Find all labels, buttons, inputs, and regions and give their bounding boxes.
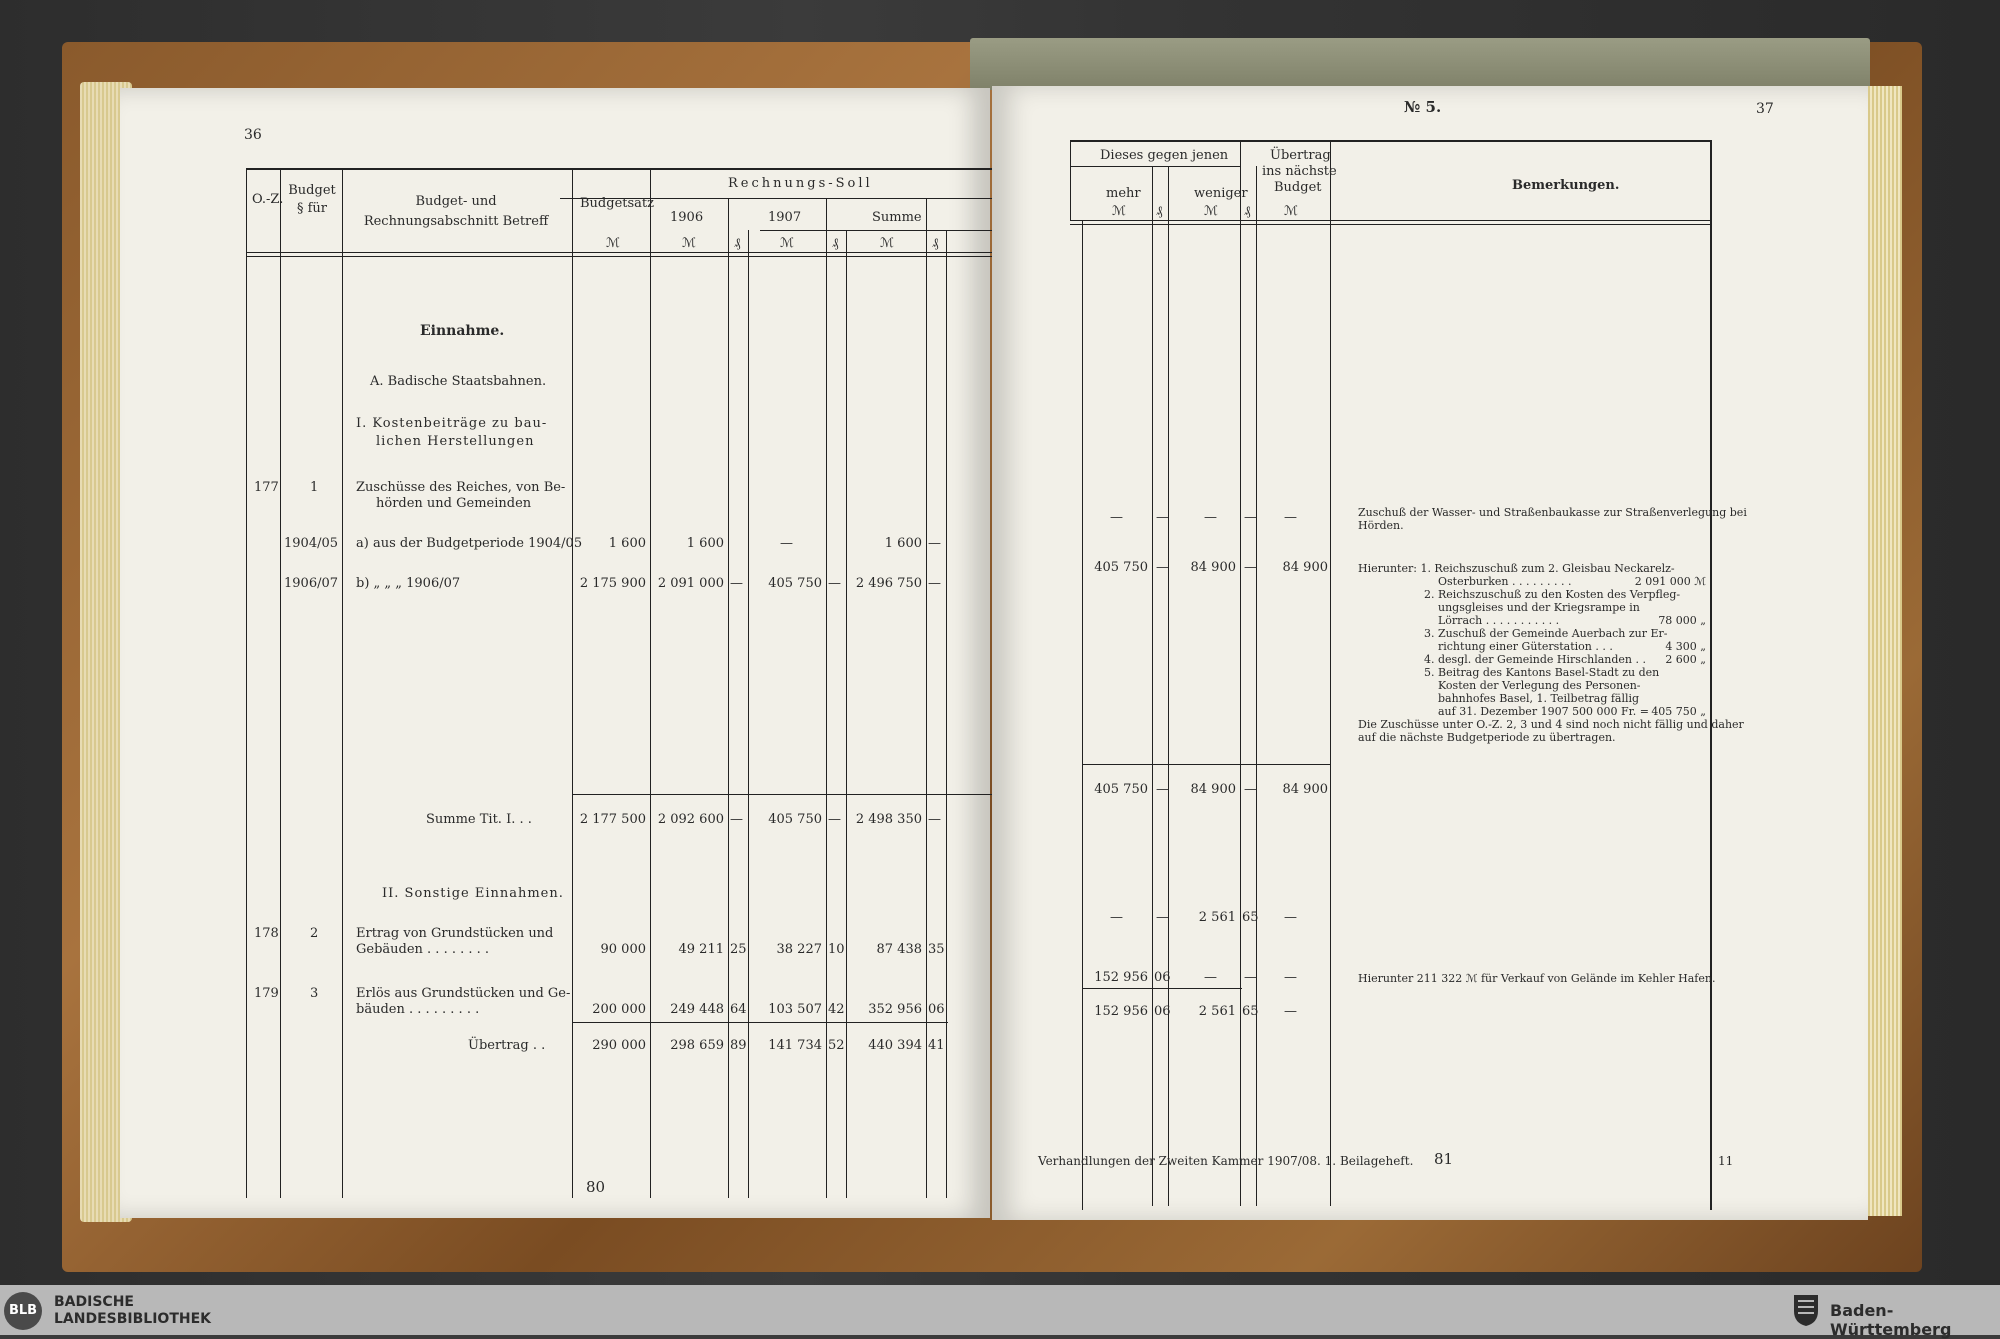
sum-dash2: —	[828, 812, 841, 827]
r179-weniger-pf: —	[1244, 970, 1257, 985]
r1-remark-1: Zuschuß der Wasser- und Straßenbaukasse zur Straßenverlegung bei	[1358, 506, 1747, 519]
rule	[246, 256, 1068, 257]
header-budget-para: Budget § für	[288, 183, 336, 216]
remark-line: Hierunter: 1. Reichszuschuß zum 2. Gleisbau Neckarelz-	[1358, 562, 1675, 575]
row178-text2: Gebäuden . . . . . . . .	[356, 942, 490, 957]
row177-text2: hörden und Gemeinden	[376, 496, 532, 511]
ue-uebertrag: —	[1284, 1004, 1297, 1019]
column-rule	[926, 198, 927, 1198]
remark-value: 4 300 „	[1665, 640, 1706, 653]
header-oz: O.-Z.	[252, 192, 284, 207]
header-1907: 1907	[768, 210, 802, 225]
row178-1906-pf: 25	[730, 942, 747, 957]
unit-mark: ℳ	[606, 236, 620, 251]
subsection-a: A. Badische Staatsbahnen.	[370, 374, 547, 389]
unit-mark: ℳ	[1284, 204, 1298, 219]
row179-budget: 200 000	[592, 1002, 646, 1017]
rowb-1906: 2 091 000	[657, 576, 724, 591]
row179-sum-pf: 06	[928, 1002, 945, 1017]
rowa-1907: —	[780, 536, 793, 551]
r178-uebertrag: —	[1284, 910, 1297, 925]
rowb-dash1: —	[730, 576, 743, 591]
title-i-line2: lichen Herstellungen	[376, 434, 535, 449]
rowa-sum: 1 600	[884, 536, 922, 551]
remark-value: 2 600 „	[1665, 653, 1706, 666]
unit-mark: ℳ	[1204, 204, 1218, 219]
sum-weniger: 84 900	[1190, 782, 1236, 797]
row178-1907: 38 227	[776, 942, 822, 957]
r179-mehr-pf: 06	[1154, 970, 1171, 985]
remark-value: 2 091 000 ℳ	[1634, 575, 1706, 588]
header-betreff: Budget- und Rechnungsabschnitt Betreff	[363, 194, 549, 229]
row179-sum: 352 956	[868, 1002, 922, 1017]
right-page-number: 37	[1756, 101, 1774, 117]
header-dieses-gegen-jenen: Dieses gegen jenen	[1100, 148, 1229, 163]
row178-budget: 90 000	[600, 942, 646, 957]
r178-mehr-pf: —	[1156, 910, 1169, 925]
sum-1906: 2 092 600	[657, 812, 724, 827]
row179-1906-pf: 64	[730, 1002, 747, 1017]
r2-mehr: 405 750	[1094, 560, 1148, 575]
row178-text1: Ertrag von Grundstücken und	[356, 926, 554, 941]
remark-line: Die Zuschüsse unter O.-Z. 2, 3 und 4 sind noch nicht fällig und daher	[1358, 718, 1744, 731]
r178-weniger: 2 561	[1198, 910, 1236, 925]
header-uebertrag-3: Budget	[1274, 180, 1322, 195]
row178-sum: 87 438	[876, 942, 922, 957]
ue-weniger: 2 561	[1198, 1004, 1236, 1019]
rowb-sum: 2 496 750	[855, 576, 922, 591]
remark-line: 5. Beitrag des Kantons Basel-Stadt zu den	[1424, 666, 1660, 679]
rowb-period: 1906/07	[284, 576, 339, 591]
remark-line: 3. Zuschuß der Gemeinde Auerbach zur Er-	[1424, 627, 1668, 640]
left-bottom-number: 80	[586, 1178, 606, 1196]
sum-1907: 405 750	[768, 812, 822, 827]
unit-pf: ₰	[1244, 204, 1251, 219]
page-edges-right	[1862, 86, 1902, 1216]
header-uebertrag-2: ins nächste	[1262, 164, 1337, 179]
sum-mehr-pf: —	[1156, 782, 1169, 797]
r1-weniger: —	[1204, 510, 1217, 525]
state-label[interactable]: Baden-Württemberg	[1830, 1301, 1952, 1339]
r2-mehr-pf: —	[1156, 560, 1169, 575]
column-rule	[1240, 140, 1241, 1206]
library-name-line1: BADISCHE	[54, 1294, 134, 1310]
unit-mark: ℳ	[682, 236, 696, 251]
header-1906: 1906	[670, 210, 704, 225]
header-uebertrag-1: Übertrag	[1270, 148, 1331, 163]
title-ii: II. Sonstige Einnahmen.	[382, 886, 564, 901]
uebertrag-sum-pf: 41	[928, 1038, 945, 1053]
remark-line: Kosten der Verlegung des Personen-	[1438, 679, 1641, 692]
row179-oz: 179	[254, 986, 279, 1001]
remark-line: 4. desgl. der Gemeinde Hirschlanden . .	[1424, 653, 1646, 666]
rowa-budget: 1 600	[608, 536, 646, 551]
header-weniger: weniger	[1194, 186, 1248, 201]
ue-mehr-pf: 06	[1154, 1004, 1171, 1019]
table-top-rule	[246, 168, 1068, 170]
unit-pf: ₰	[932, 236, 939, 251]
left-page-number: 36	[244, 127, 262, 143]
row179-1907-pf: 42	[828, 1002, 845, 1017]
r2-uebertrag: 84 900	[1282, 560, 1328, 575]
uebertrag-1906-pf: 89	[730, 1038, 747, 1053]
sum-label: Summe Tit. I. . .	[426, 812, 532, 827]
row179-text2: bäuden . . . . . . . . .	[356, 1002, 480, 1017]
sum-uebertrag: 84 900	[1282, 782, 1328, 797]
r2-weniger: 84 900	[1190, 560, 1236, 575]
r1-mehr-pf: —	[1156, 510, 1169, 525]
row179-para: 3	[310, 986, 319, 1001]
row178-para: 2	[310, 926, 319, 941]
uebertrag-sum: 440 394	[868, 1038, 922, 1053]
unit-mark: ℳ	[780, 236, 794, 251]
table-top-rule	[1070, 140, 1710, 142]
sum-sum: 2 498 350	[855, 812, 922, 827]
column-rule	[342, 168, 343, 1198]
header-mehr: mehr	[1106, 186, 1141, 201]
blb-logo-icon[interactable]: BLB	[4, 1292, 42, 1330]
r179-mehr: 152 956	[1094, 970, 1148, 985]
sum-budget: 2 177 500	[579, 812, 646, 827]
rowa-text: a) aus der Budgetperiode 1904/05	[356, 536, 583, 551]
baden-wuerttemberg-coat-of-arms-icon	[1792, 1293, 1820, 1327]
column-rule	[1070, 140, 1071, 220]
r1-mehr: —	[1110, 510, 1123, 525]
r1-uebertrag: —	[1284, 510, 1297, 525]
r1-remark-2: Hörden.	[1358, 519, 1404, 532]
library-name-line2: LANDESBIBLIOTHEK	[54, 1311, 212, 1327]
row179-1907: 103 507	[768, 1002, 822, 1017]
sum-mehr: 405 750	[1094, 782, 1148, 797]
uebertrag-1907: 141 734	[768, 1038, 822, 1053]
remark-line: ungsgleises und der Kriegsrampe in	[1438, 601, 1640, 614]
rule	[1070, 166, 1240, 167]
remark-line: Lörrach . . . . . . . . . . .	[1438, 614, 1560, 627]
unit-pf: ₰	[734, 236, 741, 251]
page-footer-number: 81	[1434, 1150, 1454, 1168]
remark-line: auf 31. Dezember 1907 500 000 Fr. =	[1438, 705, 1649, 718]
rowa-dash: —	[928, 536, 941, 551]
r179-weniger: —	[1204, 970, 1217, 985]
book-spine-top	[970, 38, 1870, 90]
column-rule	[826, 198, 827, 1198]
column-rule	[280, 168, 281, 1198]
header-budgetsatz: Budgetsatz	[580, 196, 654, 211]
r179-remark: Hierunter 211 322 ℳ für Verkauf von Gelände im Kehler Hafen.	[1358, 972, 1716, 985]
column-rule	[728, 198, 729, 1198]
header-summe: Summe	[872, 210, 922, 225]
sum-weniger-pf: —	[1244, 782, 1257, 797]
unit-mark: ℳ	[880, 236, 894, 251]
left-page	[120, 88, 990, 1218]
page-footer-text: Verhandlungen der Zweiten Kammer 1907/08. 1. Beilageheft.	[1038, 1154, 1414, 1168]
row177-para: 1	[310, 480, 319, 495]
sum-dash3: —	[928, 812, 941, 827]
column-rule	[1168, 166, 1169, 1206]
header-rechnungs-soll: Rechnungs-Soll	[728, 176, 873, 191]
uebertrag-rule	[572, 1022, 948, 1023]
unit-pf: ₰	[1156, 204, 1163, 219]
remark-value: 78 000 „	[1658, 614, 1706, 627]
sum-rule	[1082, 764, 1330, 765]
row179-1906: 249 448	[670, 1002, 724, 1017]
rowa-1906: 1 600	[686, 536, 724, 551]
rowb-dash2: —	[828, 576, 841, 591]
remark-line: 2. Reichszuschuß zu den Kosten des Verpfleg-	[1424, 588, 1681, 601]
remark-line: bahnhofes Basel, 1. Teilbetrag fällig	[1438, 692, 1640, 705]
sum-dash1: —	[730, 812, 743, 827]
column-rule	[1256, 166, 1257, 1206]
document-number: № 5.	[1404, 98, 1442, 116]
ue-weniger-pf: 65	[1242, 1004, 1259, 1019]
unit-mark: ℳ	[1112, 204, 1126, 219]
uebertrag-rule	[1082, 988, 1242, 989]
unit-pf: ₰	[832, 236, 839, 251]
viewer-footer-bar	[0, 1285, 2000, 1335]
remark-value: 405 750 „	[1651, 705, 1706, 718]
header-bemerkungen: Bemerkungen.	[1512, 178, 1620, 193]
library-name[interactable]	[54, 1294, 211, 1328]
row178-1906: 49 211	[678, 942, 724, 957]
row178-sum-pf: 35	[928, 942, 945, 957]
rule	[1070, 220, 1710, 221]
column-rule	[246, 168, 247, 1198]
r179-uebertrag: —	[1284, 970, 1297, 985]
signature-mark: 11	[1718, 1154, 1734, 1168]
row178-oz: 178	[254, 926, 279, 941]
row179-text1: Erlös aus Grundstücken und Ge-	[356, 986, 571, 1001]
rule	[1070, 224, 1710, 225]
rowb-text: b) „ „ „ 1906/07	[356, 576, 461, 591]
section-title: Einnahme.	[420, 323, 505, 339]
uebertrag-1907-pf: 52	[828, 1038, 845, 1053]
uebertrag-budget: 290 000	[592, 1038, 646, 1053]
title-i-line1: I. Kostenbeiträge zu bau-	[356, 416, 548, 431]
column-rule	[1710, 140, 1712, 1210]
uebertrag-label: Übertrag . .	[468, 1038, 546, 1053]
row178-1907-pf: 10	[828, 942, 845, 957]
remark-line: auf die nächste Budgetperiode zu übertragen.	[1358, 731, 1616, 744]
r178-mehr: —	[1110, 910, 1123, 925]
rowa-period: 1904/05	[284, 536, 339, 551]
rowb-dash3: —	[928, 576, 941, 591]
r2-weniger-pf: —	[1244, 560, 1257, 575]
column-rule	[1330, 140, 1331, 1206]
row177-text1: Zuschüsse des Reiches, von Be-	[356, 480, 566, 495]
ue-mehr: 152 956	[1094, 1004, 1148, 1019]
rowb-1907: 405 750	[768, 576, 822, 591]
column-rule	[1152, 166, 1153, 1206]
column-rule	[1082, 220, 1083, 1210]
right-page	[992, 86, 1868, 1220]
r178-weniger-pf: 65	[1242, 910, 1259, 925]
column-rule	[946, 230, 947, 1198]
row177-oz: 177	[254, 480, 279, 495]
rule	[246, 252, 1068, 253]
r1-weniger-pf: —	[1244, 510, 1257, 525]
uebertrag-1906: 298 659	[670, 1038, 724, 1053]
rowb-budget: 2 175 900	[579, 576, 646, 591]
remark-line: richtung einer Güterstation . . .	[1438, 640, 1613, 653]
remark-line: Osterburken . . . . . . . . .	[1438, 575, 1572, 588]
